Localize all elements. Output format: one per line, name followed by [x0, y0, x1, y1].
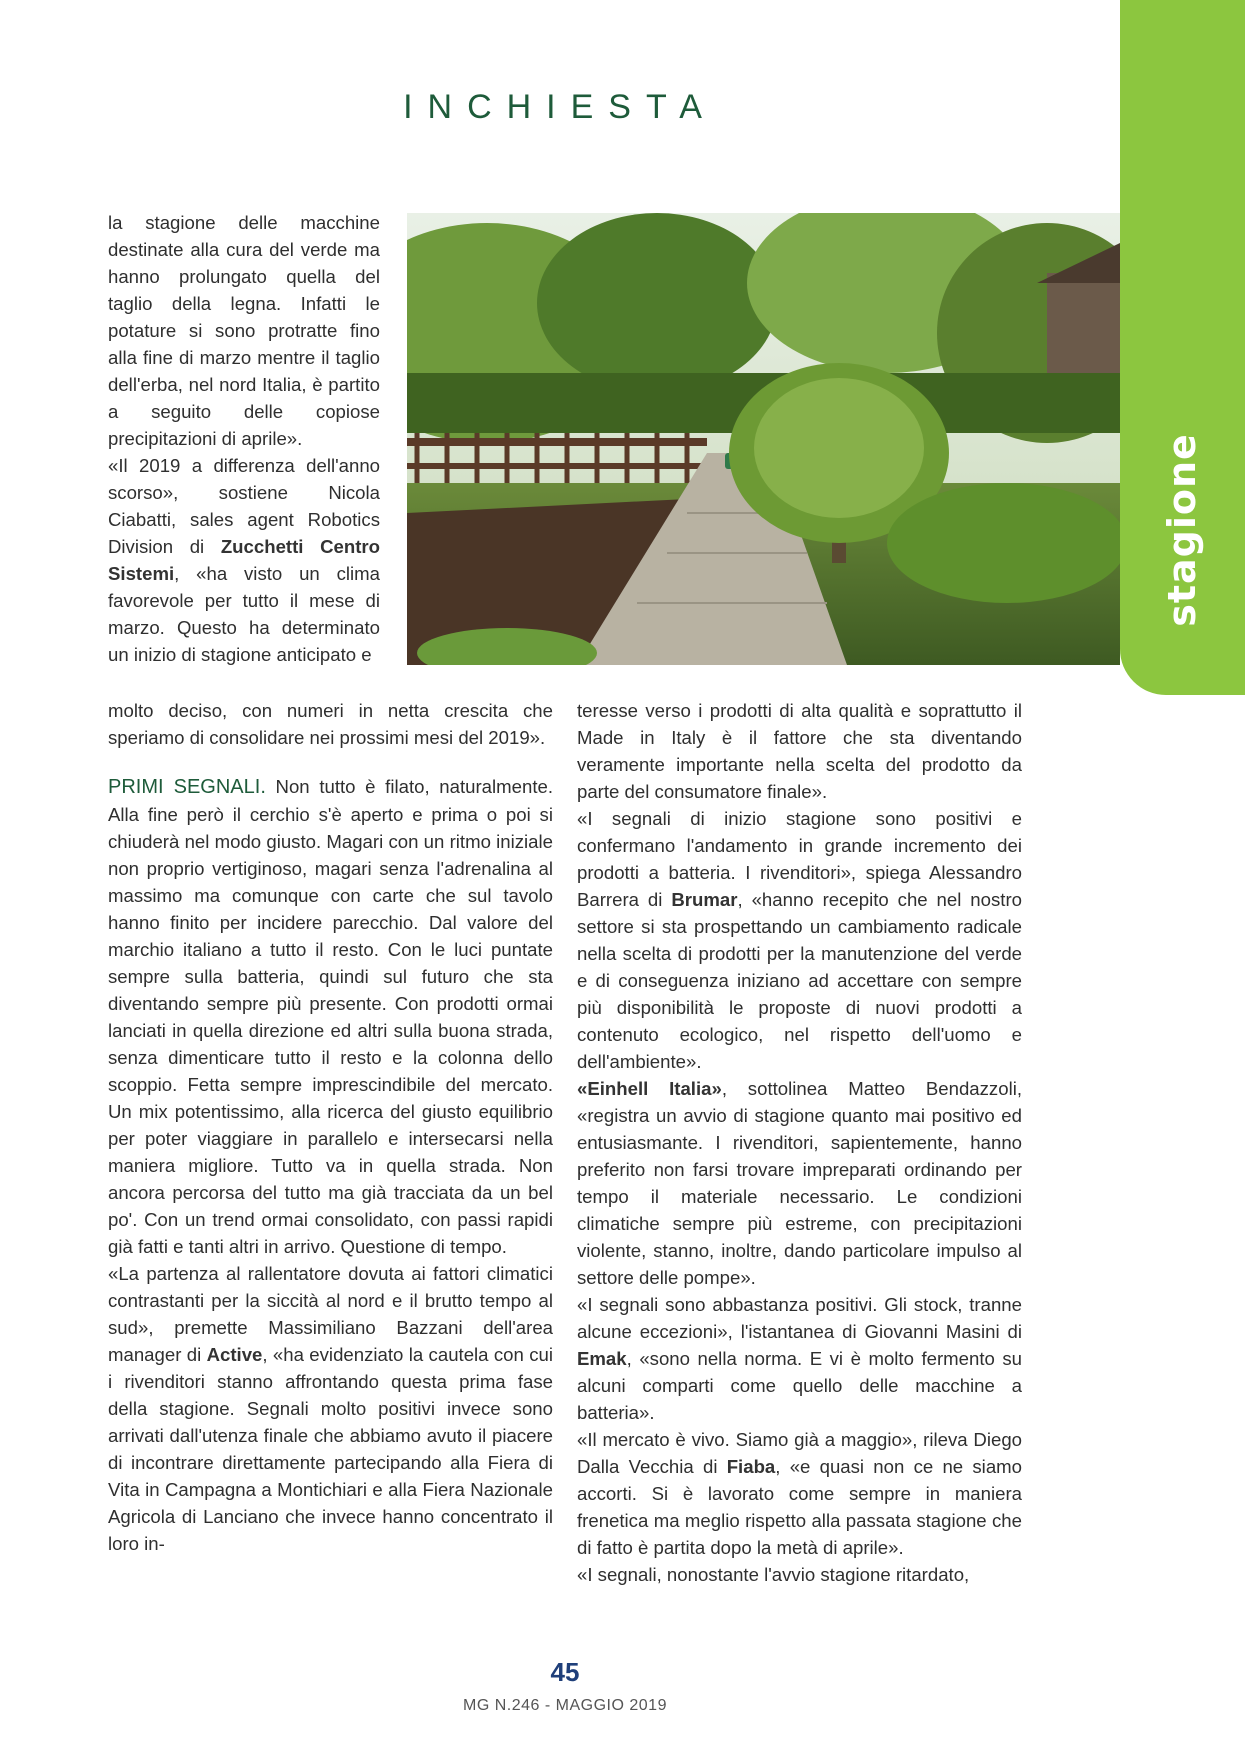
right-column: [577, 697, 1022, 1588]
garden-path-icon: [407, 213, 1120, 665]
emak-paragraph: «I segnali sono abbastanza positivi. Gli stock, tranne alcune eccezioni», l'istantanea di Giovanni Masini di Emak, «sono nella norma. E vi è molto fermento su alcuni comparti come quello delle macchine a batteria».: [577, 1294, 1022, 1423]
company-name: «Einhell Italia»: [577, 1078, 722, 1099]
ciabatti-wide-column: [108, 697, 553, 751]
brumar-paragraph: «I segnali di inizio stagione sono positivi e confermano l'andamento in grande incremento dei prodotti a batteria. I rivenditori», spiega Alessandro Barrera di Brumar, «hanno recepito che nel nostro settore si sta prospettando un cambiamento radicale nella scelta di prodotti per la manutenzione del verde e di conseguenza iniziano ad accettare con sempre più disponibilità le proposte di nuovi prodotti a contenuto ecologico, nel rispetto dell'uomo e dell'ambiente».: [577, 808, 1022, 1072]
section-title: INCHIESTA: [403, 88, 717, 126]
side-tab-label: [1132, 433, 1232, 627]
einhell-paragraph: «Einhell Italia», sottolinea Matteo Bendazzoli, «registra un avvio di stagione quanto mai positivo ed entusiasmante. I rivenditori, sapientemente, hanno preferito non farsi trovare impreparati ordinando per tempo il materiale necessario. Le condizioni climatiche sempre più estreme, con precipitazioni violente, stanno, inoltre, dando particolare impulso al settore delle pompe».: [577, 1078, 1022, 1288]
last-paragraph: «I segnali, nonostante l'avvio stagione ritardato,: [577, 1564, 970, 1585]
side-tab-text: stagione: [1160, 433, 1204, 627]
fiaba-paragraph: «Il mercato è vivo. Siamo già a maggio», rileva Diego Dalla Vecchia di Fiaba, «e quasi non ce ne siamo accorti. Si è lavorato come sempre in maniera frenetica ma meglio rispetto alla passata stagione che di fatto è partita dopo la metà di aprile».: [577, 1429, 1022, 1558]
active-paragraph: «La partenza al rallentatore dovuta ai fattori climatici contrastanti per la siccità al nord e il brutto tempo al sud», premette Massimiliano Bazzani dell'area manager di Active, «ha evidenziato la cautela con cui i rivenditori stanno affrontando questa prima fase della stagione. Segnali molto positivi invece sono arrivati dall'utenza finale che abbiamo avuto il piacere di incontrare direttamente partecipando alla Fiera di Vita in Campagna a Montichiari e alla Fiera Nazionale Agricola di Lanciano che invece hanno concentrato il loro in-: [108, 1263, 553, 1554]
garden-photo: [407, 213, 1120, 665]
ciabatti-paragraph: «Il 2019 a differenza dell'anno scorso», sostiene Nicola Ciabatti, sales agent Robotics Division di Zucchetti Centro Sistemi, «ha visto un clima favorevole per tutto il mese di marzo. Questo ha determinato un inizio di stagione anticipato e: [108, 455, 380, 665]
company-name: Zucchetti Centro Sistemi: [108, 536, 380, 584]
company-name: Emak: [577, 1348, 627, 1369]
primi-paragraph: PRIMI SEGNALI. Non tutto è filato, naturalmente. Alla fine però il cerchio s'è aperto e prima o poi si chiuderà nel modo giusto. Magari con un ritmo iniziale non proprio vertiginoso, magari senza l'adrenalina al massimo ma comunque con carte che sul tavolo hanno finito per incidere parecchio. Dal valore del marchio italiano a tutto il resto. Con le luci puntate sempre sulla batteria, quindi sul futuro che sta diventando sempre più presente. Con prodotti ormai lanciati in quella direzione ed altri sulla buona strada, senza dimenticare tutto il resto e la colonna dello scoppio. Fetta sempre imprescindibile del mercato. Un mix potentissimo, alla ricerca del giusto equilibrio per poter viaggiare in parallelo e intersecarsi nella maniera migliore. Tutto va in quella strada. Non ancora percorsa del tutto ma già tracciata da un bel po'. Con un trend ormai consolidato, con passi rapidi già fatti e tanti altri in arrivo. Questione di tempo.: [108, 776, 553, 1257]
section-heading: PRIMI SEGNALI.: [108, 776, 266, 798]
left-column: [108, 773, 553, 1557]
company-name: Active: [206, 1344, 263, 1365]
page-number: 45: [550, 1657, 580, 1687]
intro-paragraph: la stagione delle macchine destinate alla cura del verde ma hanno prolungato quella del taglio della legna. Infatti le potature si sono protratte fino alla fine di marzo mentre il taglio dell'erba, nel nord Italia, è partito a seguito delle copiose precipitazioni di aprile».: [108, 212, 380, 449]
company-name: Brumar: [671, 889, 738, 910]
issue-label: MG N.246 - MAGGIO 2019: [463, 1697, 667, 1714]
company-name: Fiaba: [726, 1456, 776, 1477]
intro-narrow-column: [108, 209, 380, 668]
right-continuation: teresse verso i prodotti di alta qualità e soprattutto il Made in Italy è il fattore che sta diventando veramente importante nella scelta del prodotto da parte del consumatore finale».: [577, 700, 1022, 802]
ciabatti-continuation: molto deciso, con numeri in netta crescita che speriamo di consolidare nei prossimi mesi del 2019».: [108, 700, 553, 748]
